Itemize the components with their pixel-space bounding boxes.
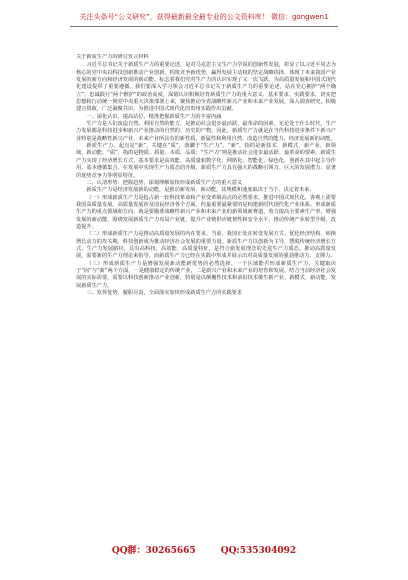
paragraph: 习近平总书记关于新质生产力的重要论述，是对马克思主义生产力学说的创新性发展，彰显了以习近平同志为核心的党中央以科技创新推动产业创新，构筑竞争新优势，赢得发展主动权的坚定战略抉择，体现了未来我国产业发展的新方向和经济发展的新动能。标志着我们党对生产力的认识实现了又一次飞跃，为高质量发展和中国式现代化建设提供了重要遵循。我们要深入学习领会习近平总书记关于新质生产力的重要论述，站在党心拥护“两个确立”、忠诚践行“两个维护”的政治高度，深刻认识积极培育新质生产力的重大意义、基本要求、实践要求，切实把思想和行动统一到党中央重大决策部署上来，聚焦推动全省战略性新兴产业和未来产业发展，深入调查研究，积极建言资政，广泛凝聚共识，为推进中国式现代化的贵州实践作出贡献。	[76, 62, 336, 113]
header-banner	[70, 10, 338, 27]
paragraph: （二）形成新质生产力是推动高质量发展的内在要求。当前，我国正处在转变发展方式、优化经济结构、转换增长动力的攻关期，科技创新成为推动经济社会发展的重要力量。新质生产力以创新为主导，摆脱传统经济增长方式、生产力发展路径，具有高科技、高效能、高质量特征，是符合新发展理念的先进生产力质态。推动高质量发展，需要新的生产力理论来指导，而新质生产力已经在实践中形成并展示出对高质量发展的强劲推动力、支撑力。	[76, 231, 336, 260]
footer-contacts	[0, 538, 408, 556]
paragraph: 新质生产力。起点是“新”，关键在“质”，落脚于“生产力”。“新”，指的是新技术、新模式、新产业、新领域、新动能。“质”，指的是物质、质量、本质、品质；“生产力”则是推动社会进步最活跃、最革命的要素。新质生产力实现了经济增长方式、基本要求是高效能、高质量和数字化、网络化、智能化、绿色化，创新在其中起主导作用，基本遵循集合，在发展中实现生产力质态的升级，新质生产力具有强大的战略引领力、巨大的发展潜力、显著的优势竞争力等明显特征。	[76, 143, 336, 179]
paragraph: 生产力是人们改造自然、利用自然的能力，是推动社会进步最活跃、最革命的因素。无论处于什么时代，生产力发展都是科技进步和新兴产业推动的自然的、历史的产物。因此，新质生产力就是在当代科技进步条件下新兴产业特别是战略性新兴产业、未来产业所具有的新性质、新属性和利用自然、改造自然的能力，经济发展新的动能。	[76, 121, 336, 142]
banner-text: 关注头条号“公文研究”，获得最新最全最专业的公文资料库！ 微信：gongwen1	[79, 13, 329, 21]
section-heading: 一、深化认识，提高站位，精准把握新质生产力的丰富内涵	[86, 113, 222, 120]
document-title: 关于新质生产力的研讨发言材料	[76, 54, 149, 60]
qq-group-text: QQ群：30265665	[111, 546, 196, 556]
section-heading: 二、认清形势、把握趋势，深刻理解加快形成新质生产力的重大意义	[86, 179, 243, 186]
paragraph: 新质生产力是经济发展新的动能，是推动新发展、新动能，其规模和速度取决于当下、决定着未来。	[86, 187, 315, 194]
section-heading: 三、发挥优势、履职尽责，全面落实加快形成新质生产力的实践要求	[86, 290, 243, 296]
paragraph: （三）形成新质生产力是增强发展新动能新优势的必然选择。一个区域能否形成新质生产力，关键取决于“固”与“新”两个方面，一是健康稳定的传统产业，二是新兴产业和未来产业的培育和发展。结合当前经济社会发展的实际需要，需要以科技创新推动产业创新，特别是以颠覆性技术和前沿技术催生新产业、新模式、新动能，发展新质生产力。	[76, 260, 336, 289]
document-body	[76, 54, 336, 524]
paragraph: （一）形成新质生产力是抢占新一轮科技革命和产业变革制高点的必然要求。推进中国式现代化，客观上需要我国高质量发展。高质量发展涉及国民经济各个方面，但最重要最紧要的是构建新时代现代化产业体系。形成新质生产力的重点领域和方向，就是要瞄准战略性新兴产业和未来产业的新领域新赛道，着力提高全要素生产率，增强发展的新动能。围绕发展新质生产力布局产业链，提升产业链供应链韧性和安全水平，推动传统产业转型升级、改造提升。	[76, 194, 336, 230]
qq-number-text: QQ:535304092	[220, 546, 297, 556]
